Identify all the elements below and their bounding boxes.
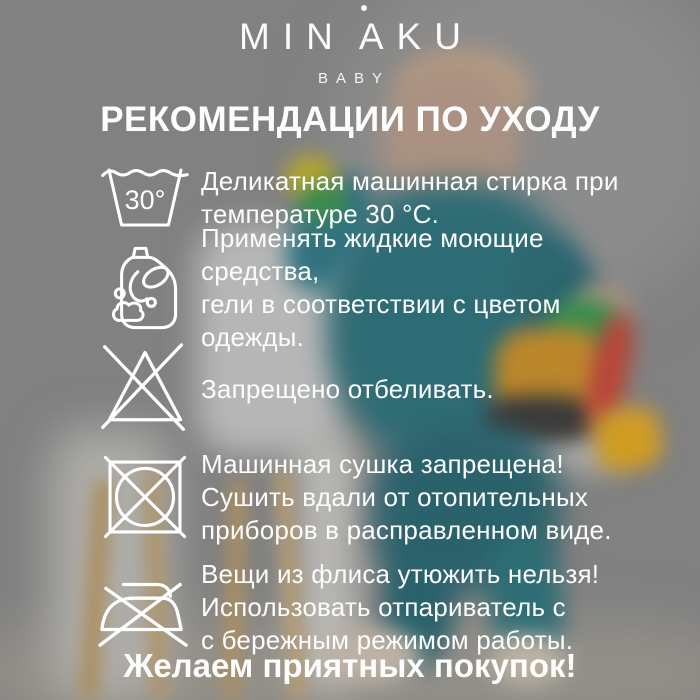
care-item-line: Запрещено отбеливать. bbox=[201, 373, 494, 404]
care-item-no-tumble-dry bbox=[95, 447, 640, 547]
care-item-line: температуре 30 °C. bbox=[201, 199, 440, 229]
care-item-text bbox=[201, 222, 640, 354]
care-item-line: Сушить вдали от отопительных bbox=[201, 481, 589, 512]
care-item-text bbox=[201, 373, 494, 406]
care-item-text bbox=[201, 558, 599, 657]
care-item-line: Машинная сушка запрещена! bbox=[201, 448, 564, 479]
no-tumble-dry-icon bbox=[95, 451, 195, 543]
logo-text-post: KU bbox=[396, 16, 474, 57]
logo-letter-a: A bbox=[358, 16, 397, 57]
care-item-line: приборов в расправленном виде. bbox=[201, 514, 612, 545]
care-item-line: Вещи из флиса утюжить нельзя! bbox=[201, 558, 600, 589]
logo-dot-icon bbox=[361, 5, 367, 11]
no-iron-icon bbox=[95, 563, 195, 651]
care-item-line: Применять жидкие моющие средства, bbox=[201, 223, 544, 286]
liquid-detergent-icon bbox=[95, 243, 195, 333]
logo-text-pre: MIN bbox=[239, 16, 346, 57]
care-item-no-bleach bbox=[95, 340, 640, 438]
care-item-line: гели в соответствии с цветом одежды. bbox=[201, 289, 561, 352]
care-item-line: Деликатная машинная стирка при bbox=[201, 166, 619, 196]
brand-logo bbox=[0, 16, 700, 58]
care-item-line: с бережным режимом работы. bbox=[201, 624, 574, 655]
wash-temperature-label: 30° bbox=[124, 185, 166, 215]
brand-sub-label: BABY bbox=[317, 70, 391, 87]
care-item-text bbox=[201, 448, 612, 547]
care-item-line: Использовать отпариватель с bbox=[201, 591, 566, 622]
care-item-no-iron bbox=[95, 560, 640, 654]
wash-30-icon bbox=[95, 162, 195, 234]
page-title: РЕКОМЕНДАЦИИ ПО УХОДУ bbox=[100, 100, 600, 139]
footer-message: Желаем приятных покупок! bbox=[123, 647, 577, 684]
care-item-detergent bbox=[95, 223, 640, 352]
no-bleach-icon bbox=[95, 341, 195, 437]
logo-accent-letter bbox=[346, 16, 397, 58]
